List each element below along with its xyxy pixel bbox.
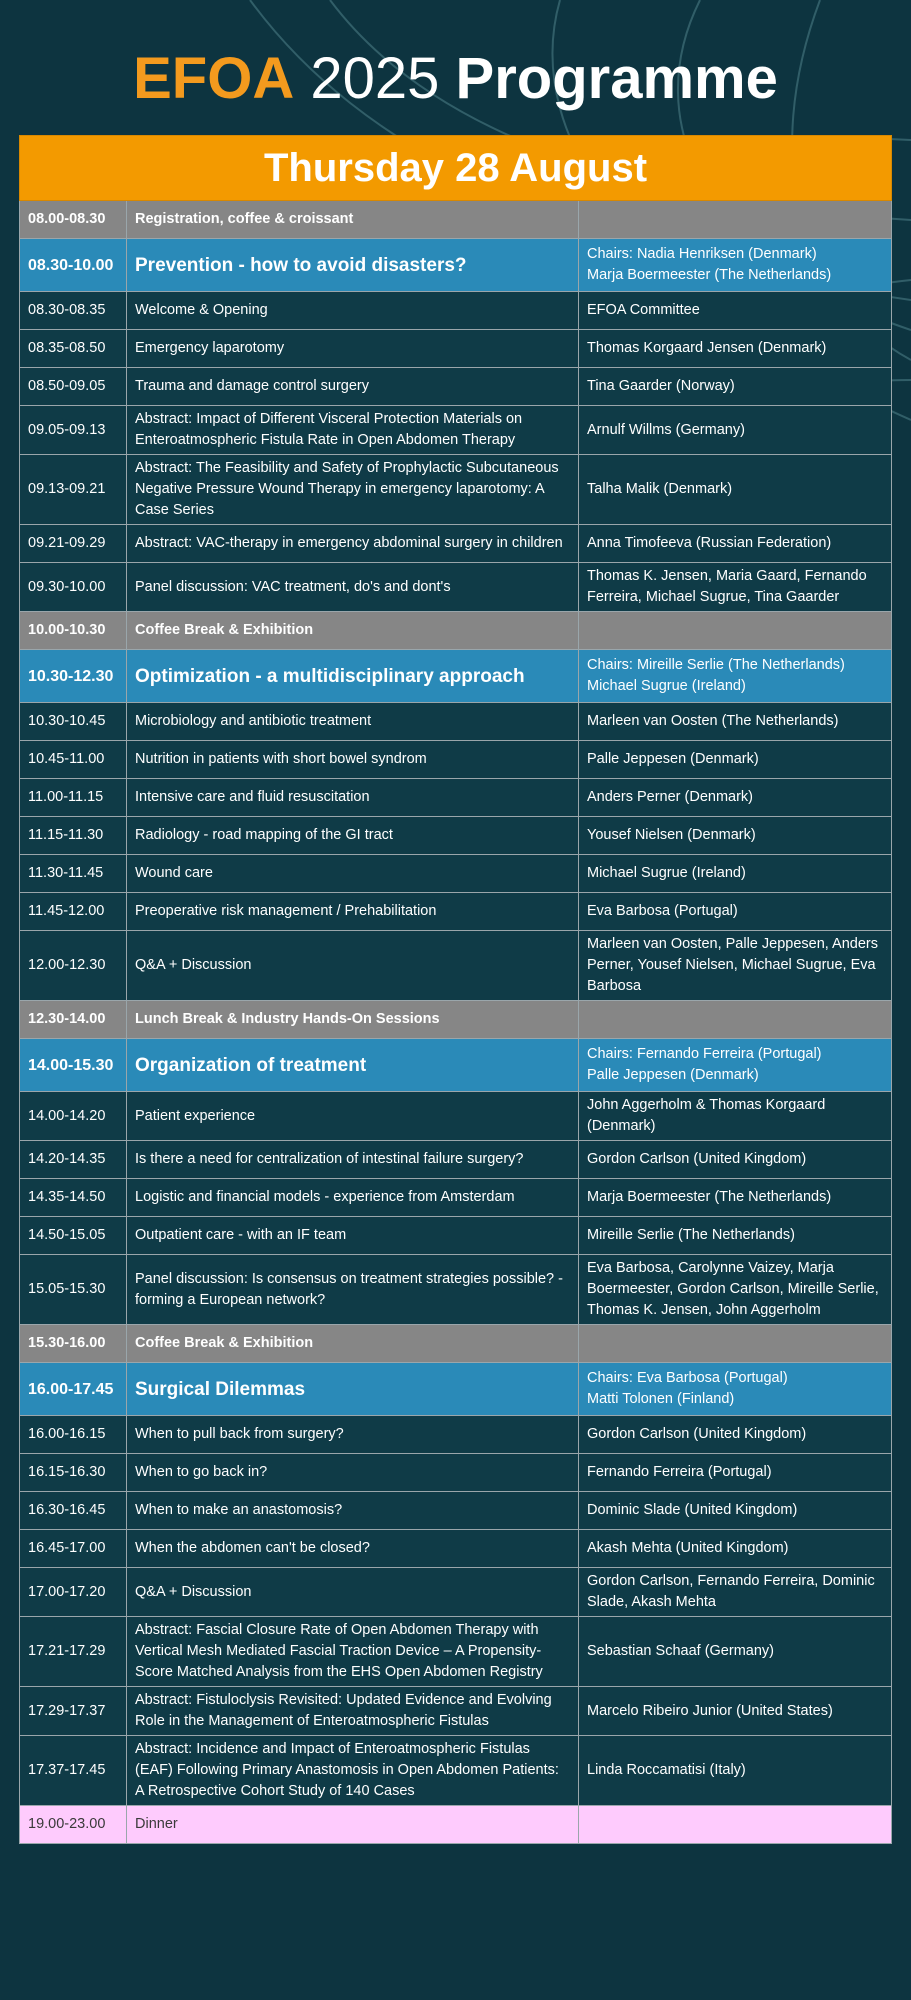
- speakers-cell: [579, 1806, 892, 1844]
- time-cell: 17.21-17.29: [20, 1617, 127, 1687]
- table-row: [20, 1492, 892, 1530]
- break-row: [20, 1001, 892, 1039]
- table-row: [20, 1217, 892, 1255]
- title-cell: Patient experience: [127, 1092, 579, 1141]
- time-cell: 08.30-08.35: [20, 292, 127, 330]
- title-cell: Optimization - a multidisciplinary approach: [127, 650, 579, 703]
- time-cell: 10.00-10.30: [20, 612, 127, 650]
- session-row: [20, 650, 892, 703]
- title-cell: Abstract: Fistuloclysis Revisited: Updated Evidence and Evolving Role in the Management of Enteroatmospheric Fistulas: [127, 1687, 579, 1736]
- table-row: [20, 1617, 892, 1687]
- speakers-cell: EFOA Committee: [579, 292, 892, 330]
- speakers-cell: John Aggerholm & Thomas Korgaard (Denmark): [579, 1092, 892, 1141]
- time-cell: 14.35-14.50: [20, 1179, 127, 1217]
- time-cell: 08.50-09.05: [20, 368, 127, 406]
- title-cell: When to make an anastomosis?: [127, 1492, 579, 1530]
- time-cell: 08.30-10.00: [20, 239, 127, 292]
- title-cell: Abstract: VAC-therapy in emergency abdominal surgery in children: [127, 525, 579, 563]
- title-cell: Is there a need for centralization of intestinal failure surgery?: [127, 1141, 579, 1179]
- speakers-cell: [579, 612, 892, 650]
- time-cell: 09.21-09.29: [20, 525, 127, 563]
- title-cell: Organization of treatment: [127, 1039, 579, 1092]
- title-cell: Preoperative risk management / Prehabilitation: [127, 893, 579, 931]
- title-cell: Intensive care and fluid resuscitation: [127, 779, 579, 817]
- speakers-cell: Chairs: Fernando Ferreira (Portugal) Palle Jeppesen (Denmark): [579, 1039, 892, 1092]
- time-cell: 19.00-23.00: [20, 1806, 127, 1844]
- time-cell: 10.45-11.00: [20, 741, 127, 779]
- title-cell: Coffee Break & Exhibition: [127, 1325, 579, 1363]
- time-cell: 17.00-17.20: [20, 1568, 127, 1617]
- time-cell: 12.00-12.30: [20, 931, 127, 1001]
- speakers-cell: Yousef Nielsen (Denmark): [579, 817, 892, 855]
- day-header: [20, 136, 892, 201]
- speakers-cell: Marcelo Ribeiro Junior (United States): [579, 1687, 892, 1736]
- speakers-cell: [579, 201, 892, 239]
- title-cell: Welcome & Opening: [127, 292, 579, 330]
- title-word: Programme: [455, 46, 778, 111]
- time-cell: 09.13-09.21: [20, 455, 127, 525]
- speakers-cell: Talha Malik (Denmark): [579, 455, 892, 525]
- table-row: [20, 1568, 892, 1617]
- title-org: EFOA: [133, 46, 295, 111]
- title-cell: Microbiology and antibiotic treatment: [127, 703, 579, 741]
- table-row: [20, 779, 892, 817]
- time-cell: 16.00-17.45: [20, 1363, 127, 1416]
- title-cell: Logistic and financial models - experience from Amsterdam: [127, 1179, 579, 1217]
- speakers-cell: Chairs: Nadia Henriksen (Denmark) Marja Boermeester (The Netherlands): [579, 239, 892, 292]
- time-cell: 11.45-12.00: [20, 893, 127, 931]
- speakers-cell: Chairs: Mireille Serlie (The Netherlands) Michael Sugrue (Ireland): [579, 650, 892, 703]
- speakers-cell: Marleen van Oosten (The Netherlands): [579, 703, 892, 741]
- table-row: [20, 1416, 892, 1454]
- title-cell: Surgical Dilemmas: [127, 1363, 579, 1416]
- title-cell: Q&A + Discussion: [127, 1568, 579, 1617]
- title-cell: When to pull back from surgery?: [127, 1416, 579, 1454]
- time-cell: 09.05-09.13: [20, 406, 127, 455]
- time-cell: 16.15-16.30: [20, 1454, 127, 1492]
- title-cell: Abstract: The Feasibility and Safety of Prophylactic Subcutaneous Negative Pressure Wound Therapy in emergency laparotomy: A Case Series: [127, 455, 579, 525]
- time-cell: 09.30-10.00: [20, 563, 127, 612]
- programme-table: [19, 135, 892, 1844]
- speakers-cell: Akash Mehta (United Kingdom): [579, 1530, 892, 1568]
- time-cell: 10.30-10.45: [20, 703, 127, 741]
- table-row: [20, 855, 892, 893]
- table-row: [20, 1687, 892, 1736]
- title-cell: Registration, coffee & croissant: [127, 201, 579, 239]
- table-row: [20, 1179, 892, 1217]
- time-cell: 14.50-15.05: [20, 1217, 127, 1255]
- table-row: [20, 1141, 892, 1179]
- table-row: [20, 893, 892, 931]
- session-row: [20, 1039, 892, 1092]
- time-cell: 11.00-11.15: [20, 779, 127, 817]
- table-row: [20, 1530, 892, 1568]
- speakers-cell: Thomas Korgaard Jensen (Denmark): [579, 330, 892, 368]
- speakers-cell: Michael Sugrue (Ireland): [579, 855, 892, 893]
- time-cell: 15.30-16.00: [20, 1325, 127, 1363]
- time-cell: 16.30-16.45: [20, 1492, 127, 1530]
- speakers-cell: Fernando Ferreira (Portugal): [579, 1454, 892, 1492]
- speakers-cell: [579, 1001, 892, 1039]
- time-cell: 11.30-11.45: [20, 855, 127, 893]
- title-cell: When to go back in?: [127, 1454, 579, 1492]
- speakers-cell: Chairs: Eva Barbosa (Portugal) Matti Tolonen (Finland): [579, 1363, 892, 1416]
- speakers-cell: Tina Gaarder (Norway): [579, 368, 892, 406]
- title-cell: Coffee Break & Exhibition: [127, 612, 579, 650]
- speakers-cell: Sebastian Schaaf (Germany): [579, 1617, 892, 1687]
- time-cell: 17.37-17.45: [20, 1736, 127, 1806]
- speakers-cell: Thomas K. Jensen, Maria Gaard, Fernando Ferreira, Michael Sugrue, Tina Gaarder: [579, 563, 892, 612]
- time-cell: 08.00-08.30: [20, 201, 127, 239]
- title-cell: Wound care: [127, 855, 579, 893]
- table-row: [20, 292, 892, 330]
- title-cell: Lunch Break & Industry Hands-On Sessions: [127, 1001, 579, 1039]
- session-row: [20, 239, 892, 292]
- table-row: [20, 563, 892, 612]
- table-row: [20, 455, 892, 525]
- time-cell: 17.29-17.37: [20, 1687, 127, 1736]
- title-cell: Nutrition in patients with short bowel syndrom: [127, 741, 579, 779]
- title-cell: Abstract: Impact of Different Visceral Protection Materials on Enteroatmospheric Fistula Rate in Open Abdomen Therapy: [127, 406, 579, 455]
- speakers-cell: Palle Jeppesen (Denmark): [579, 741, 892, 779]
- time-cell: 14.20-14.35: [20, 1141, 127, 1179]
- speakers-cell: Gordon Carlson, Fernando Ferreira, Dominic Slade, Akash Mehta: [579, 1568, 892, 1617]
- title-cell: Trauma and damage control surgery: [127, 368, 579, 406]
- speakers-cell: Anders Perner (Denmark): [579, 779, 892, 817]
- title-cell: Panel discussion: Is consensus on treatment strategies possible? - forming a European network?: [127, 1255, 579, 1325]
- table-row: [20, 1736, 892, 1806]
- time-cell: 14.00-14.20: [20, 1092, 127, 1141]
- title-cell: Dinner: [127, 1806, 579, 1844]
- speakers-cell: Dominic Slade (United Kingdom): [579, 1492, 892, 1530]
- table-row: [20, 1092, 892, 1141]
- dinner-row: [20, 1806, 892, 1844]
- time-cell: 08.35-08.50: [20, 330, 127, 368]
- table-row: [20, 525, 892, 563]
- table-row: [20, 330, 892, 368]
- speakers-cell: [579, 1325, 892, 1363]
- time-cell: 11.15-11.30: [20, 817, 127, 855]
- break-row: [20, 612, 892, 650]
- time-cell: 16.45-17.00: [20, 1530, 127, 1568]
- break-row: [20, 201, 892, 239]
- title-cell: Emergency laparotomy: [127, 330, 579, 368]
- table-row: [20, 1454, 892, 1492]
- title-cell: Panel discussion: VAC treatment, do's and dont's: [127, 563, 579, 612]
- speakers-cell: Linda Roccamatisi (Italy): [579, 1736, 892, 1806]
- table-row: [20, 703, 892, 741]
- table-row: [20, 406, 892, 455]
- table-row: [20, 817, 892, 855]
- title-cell: Radiology - road mapping of the GI tract: [127, 817, 579, 855]
- title-cell: Prevention - how to avoid disasters?: [127, 239, 579, 292]
- table-row: [20, 741, 892, 779]
- speakers-cell: Gordon Carlson (United Kingdom): [579, 1416, 892, 1454]
- time-cell: 10.30-12.30: [20, 650, 127, 703]
- time-cell: 15.05-15.30: [20, 1255, 127, 1325]
- table-row: [20, 1255, 892, 1325]
- speakers-cell: Arnulf Willms (Germany): [579, 406, 892, 455]
- break-row: [20, 1325, 892, 1363]
- speakers-cell: Eva Barbosa, Carolynne Vaizey, Marja Boermeester, Gordon Carlson, Mireille Serlie, Thomas K. Jensen, John Aggerholm: [579, 1255, 892, 1325]
- title-cell: Q&A + Discussion: [127, 931, 579, 1001]
- title-cell: When the abdomen can't be closed?: [127, 1530, 579, 1568]
- speakers-cell: Anna Timofeeva (Russian Federation): [579, 525, 892, 563]
- speakers-cell: Marleen van Oosten, Palle Jeppesen, Anders Perner, Yousef Nielsen, Michael Sugrue, Eva Barbosa: [579, 931, 892, 1001]
- time-cell: 12.30-14.00: [20, 1001, 127, 1039]
- speakers-cell: Marja Boermeester (The Netherlands): [579, 1179, 892, 1217]
- title-year: 2025: [310, 46, 440, 111]
- time-cell: 14.00-15.30: [20, 1039, 127, 1092]
- session-row: [20, 1363, 892, 1416]
- title-cell: Outpatient care - with an IF team: [127, 1217, 579, 1255]
- title-cell: Abstract: Fascial Closure Rate of Open Abdomen Therapy with Vertical Mesh Mediated Fascial Traction Device – A Propensity-Score Matched Analysis from the EHS Open Abdomen Registry: [127, 1617, 579, 1687]
- speakers-cell: Gordon Carlson (United Kingdom): [579, 1141, 892, 1179]
- day-label: Thursday 28 August: [20, 136, 892, 201]
- table-row: [20, 368, 892, 406]
- speakers-cell: Eva Barbosa (Portugal): [579, 893, 892, 931]
- page-title: [0, 44, 911, 114]
- table-row: [20, 931, 892, 1001]
- speakers-cell: Mireille Serlie (The Netherlands): [579, 1217, 892, 1255]
- title-cell: Abstract: Incidence and Impact of Enteroatmospheric Fistulas (EAF) Following Primary Anastomosis in Open Abdomen Patients: A Retrospective Cohort Study of 140 Cases: [127, 1736, 579, 1806]
- time-cell: 16.00-16.15: [20, 1416, 127, 1454]
